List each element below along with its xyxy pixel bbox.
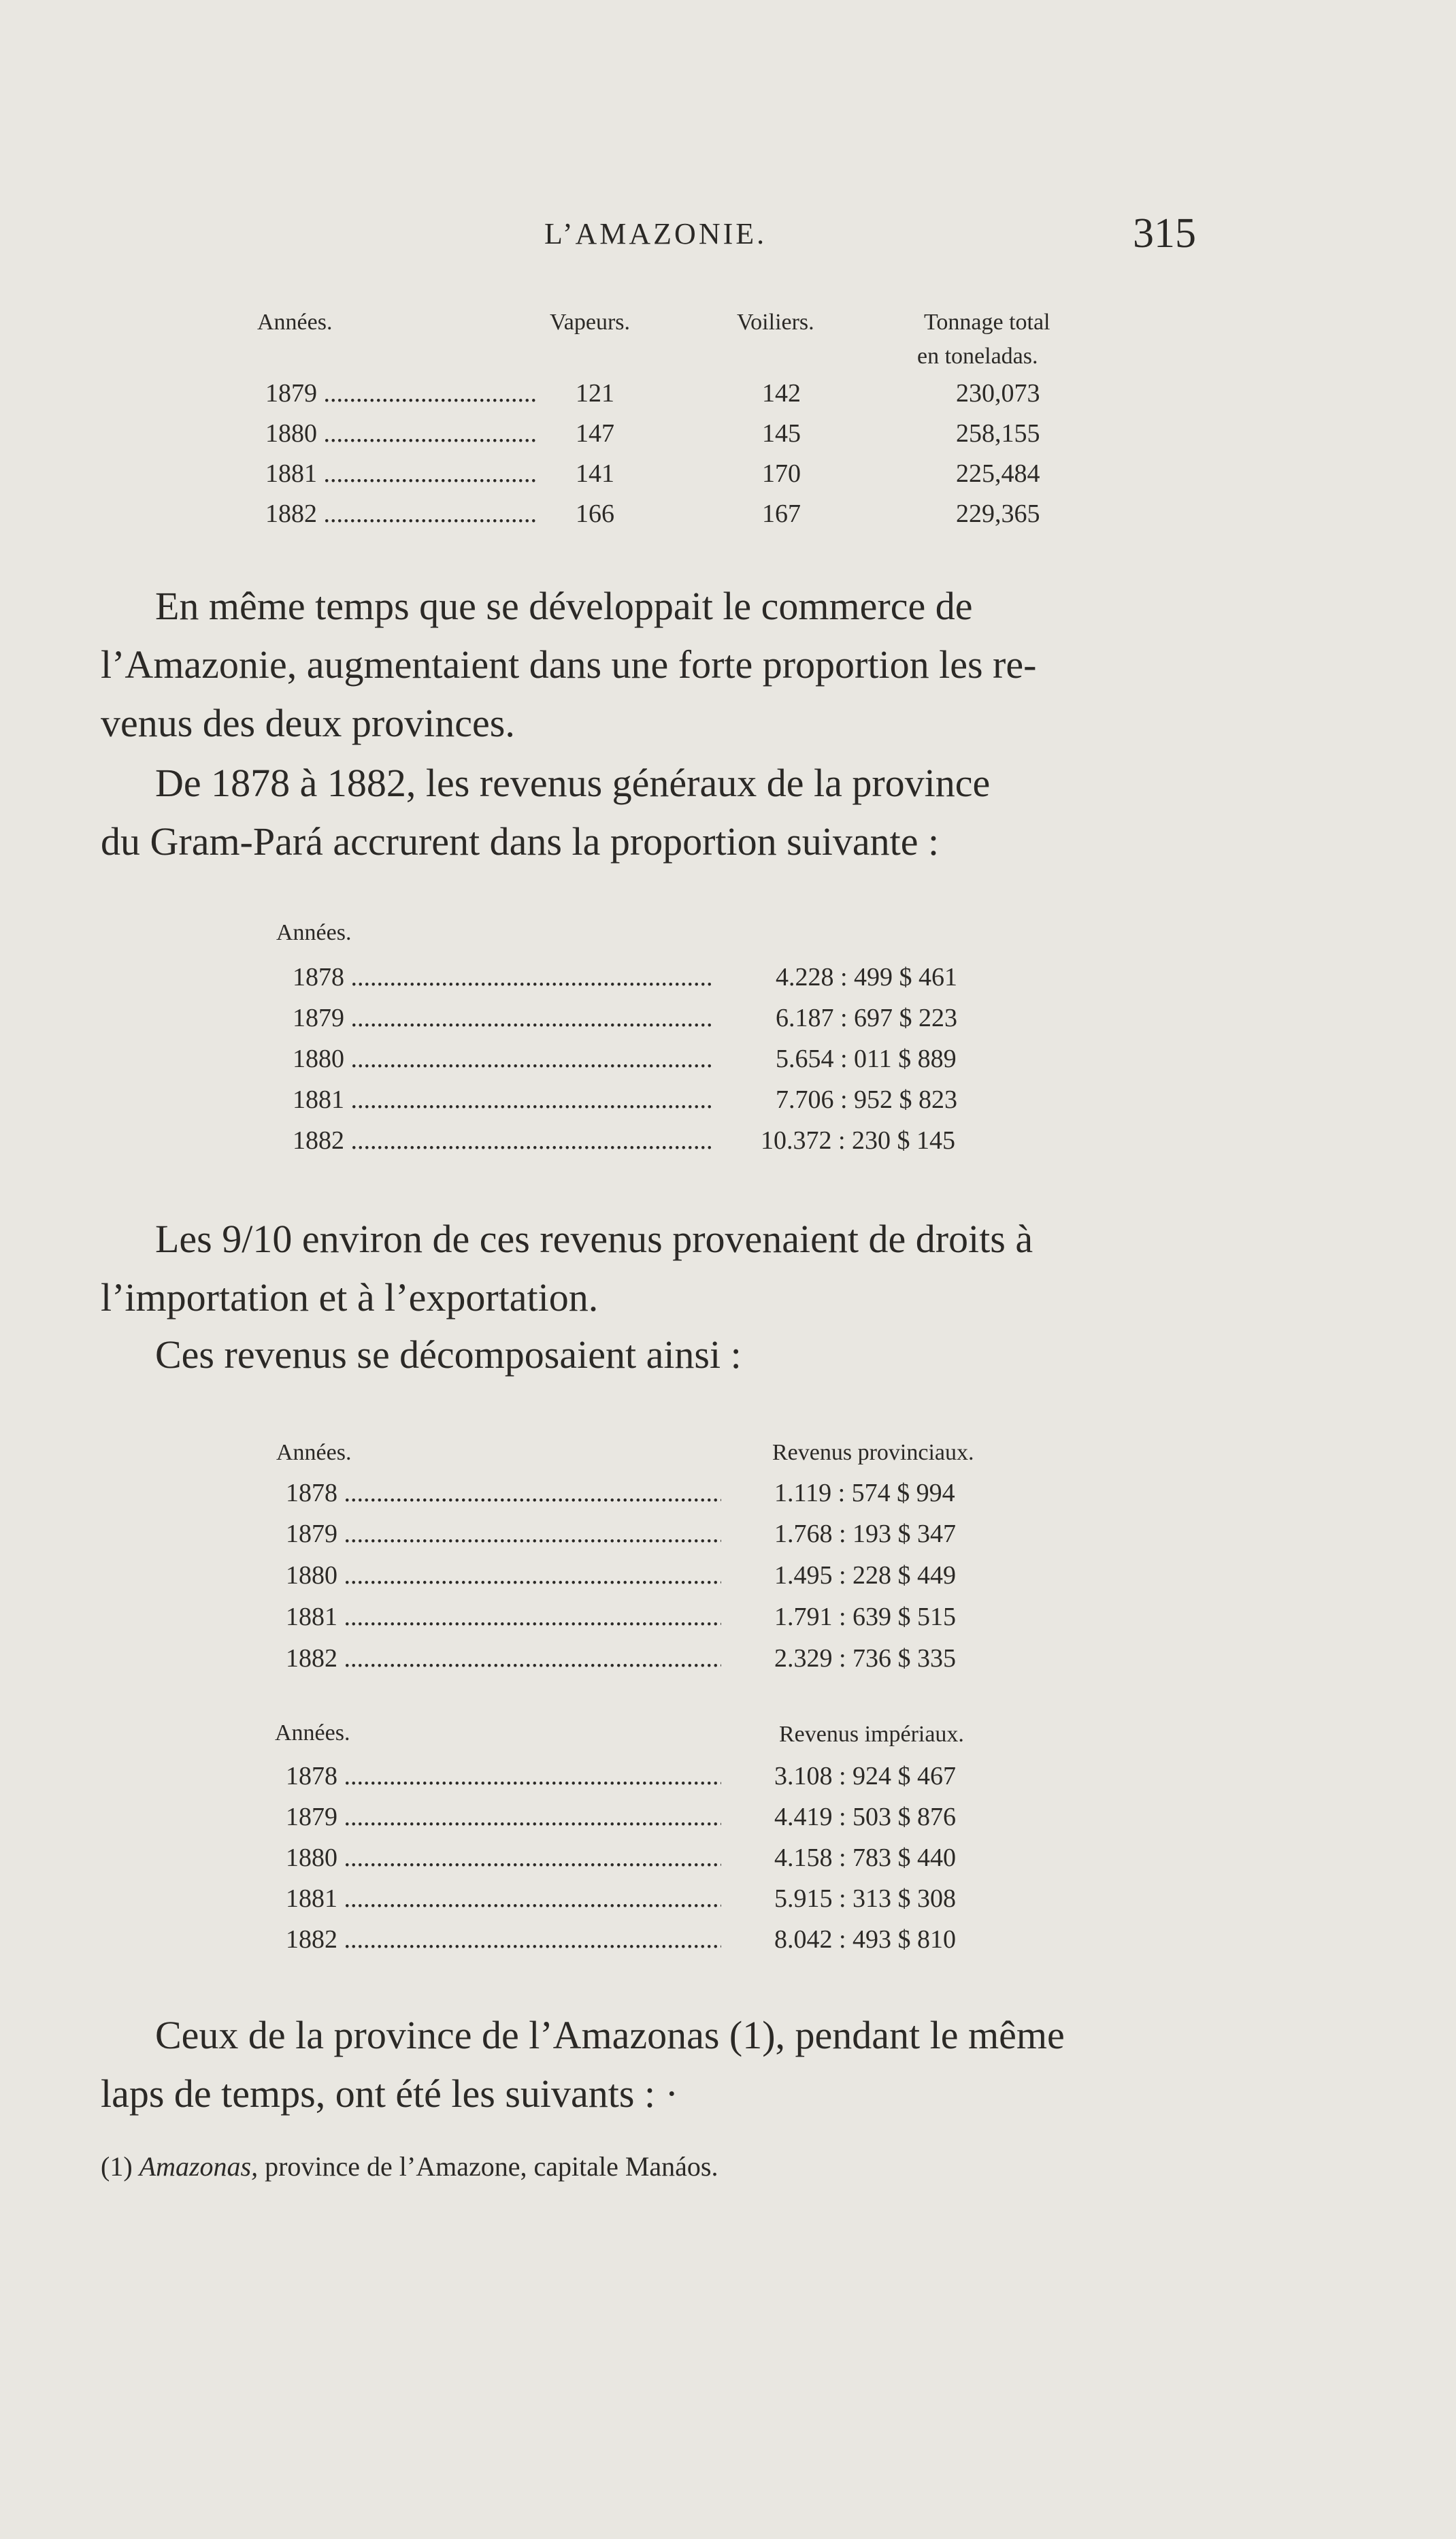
row-steamers: 141 (576, 459, 614, 488)
row-tonnage: 229,365 (956, 499, 1040, 528)
footnote-term: Amazonas, (139, 2151, 259, 2182)
row-value: 1.495 : 228 $ 449 (774, 1561, 957, 1590)
text-line: En même temps que se développait le commerce de (155, 584, 973, 628)
col-header-tonnage-unit: en toneladas. (917, 344, 1038, 369)
row-value: 4.228 : 499 $ 461 (776, 963, 958, 992)
text-line: l’importation et à l’exportation. (101, 1275, 599, 1320)
row-year: 1879 ..... (265, 378, 537, 408)
paragraph-revenues-intro (101, 577, 1210, 753)
text-line: Ceux de la province de l’Amazonas (1), pendant le même (155, 2013, 1065, 2057)
row-year: 1878 ..... (286, 1761, 721, 1791)
col-header-year: Années. (276, 1440, 352, 1465)
paragraph-gram-para (101, 754, 1210, 871)
text-line: De 1878 à 1882, les revenus généraux de la province (155, 761, 991, 805)
row-value: 5.654 : 011 $ 889 (776, 1045, 957, 1073)
col-header-tonnage: Tonnage total (924, 310, 1050, 335)
row-year: 1878 ..... (286, 1478, 721, 1508)
text-line: laps de temps, ont été les suivants : · (101, 2071, 678, 2116)
row-value: 1.791 : 639 $ 515 (774, 1603, 957, 1631)
row-value: 7.706 : 952 $ 823 (776, 1085, 958, 1114)
row-steamers: 121 (576, 379, 614, 408)
row-year: 1882 ..... (286, 1924, 721, 1954)
row-value: 4.158 : 783 $ 440 (774, 1844, 957, 1872)
text-line: du Gram-Pará accrurent dans la proportion suivante : (101, 819, 940, 864)
row-year: 1882 ..... (293, 1126, 714, 1156)
row-sailing: 142 (762, 379, 801, 408)
footnote-marker: (1) (101, 2151, 133, 2182)
row-year: 1878 ..... (293, 962, 714, 992)
row-value: 1.119 : 574 $ 994 (774, 1479, 955, 1507)
row-year: 1882 ..... (286, 1643, 721, 1673)
row-year: 1880 ..... (286, 1560, 721, 1590)
running-head: L’AMAZONIE. (544, 217, 767, 250)
col-header-provincial: Revenus provinciaux. (772, 1440, 974, 1465)
col-header-year: Années. (276, 920, 352, 945)
row-year: 1879 ..... (286, 1519, 721, 1549)
paragraph-decomposition (101, 1326, 1210, 1384)
row-tonnage: 230,073 (956, 379, 1040, 408)
row-year: 1879 ..... (293, 1003, 714, 1033)
col-header-year: Années. (275, 1720, 350, 1746)
footnote-text: province de l’Amazone, capitale Manáos. (265, 2151, 718, 2182)
row-year: 1879 ..... (286, 1802, 721, 1832)
row-value: 3.108 : 924 $ 467 (774, 1762, 957, 1790)
row-tonnage: 258,155 (956, 419, 1040, 448)
row-year: 1881 ..... (286, 1602, 721, 1632)
row-year: 1881 ..... (293, 1085, 714, 1115)
col-header-steamers: Vapeurs. (550, 310, 631, 335)
row-value: 2.329 : 736 $ 335 (774, 1644, 957, 1673)
row-sailing: 170 (762, 459, 801, 488)
page-number: 315 (1133, 210, 1196, 257)
row-steamers: 166 (576, 499, 614, 528)
row-value: 10.372 : 230 $ 145 (761, 1126, 956, 1155)
row-tonnage: 225,484 (956, 459, 1040, 488)
col-header-sailing: Voiliers. (737, 310, 814, 335)
row-year: 1880 ..... (293, 1044, 714, 1074)
row-value: 6.187 : 697 $ 223 (776, 1004, 958, 1032)
row-sailing: 167 (762, 499, 801, 528)
text-line: venus des deux provinces. (101, 701, 515, 745)
row-year: 1880 ..... (265, 419, 537, 448)
row-value: 8.042 : 493 $ 810 (774, 1925, 957, 1954)
row-steamers: 147 (576, 419, 614, 448)
row-value: 4.419 : 503 $ 876 (774, 1803, 957, 1831)
row-year: 1881 ..... (286, 1884, 721, 1914)
col-header-year: Années. (257, 310, 333, 335)
text-line: Ces revenus se décomposaient ainsi : (155, 1332, 742, 1377)
row-year: 1882 ..... (265, 499, 537, 529)
paragraph-import-export (101, 1210, 1210, 1327)
paragraph-amazonas (101, 2006, 1210, 2123)
row-year: 1881 ..... (265, 459, 537, 489)
row-value: 5.915 : 313 $ 308 (774, 1884, 957, 1913)
col-header-imperial: Revenus impériaux. (779, 1722, 964, 1747)
row-value: 1.768 : 193 $ 347 (774, 1520, 957, 1548)
footnote (101, 2150, 718, 2182)
row-sailing: 145 (762, 419, 801, 448)
row-year: 1880 ..... (286, 1843, 721, 1873)
text-line: Les 9/10 environ de ces revenus provenaient de droits à (155, 1217, 1033, 1261)
text-line: l’Amazonie, augmentaient dans une forte proportion les re- (101, 642, 1037, 687)
